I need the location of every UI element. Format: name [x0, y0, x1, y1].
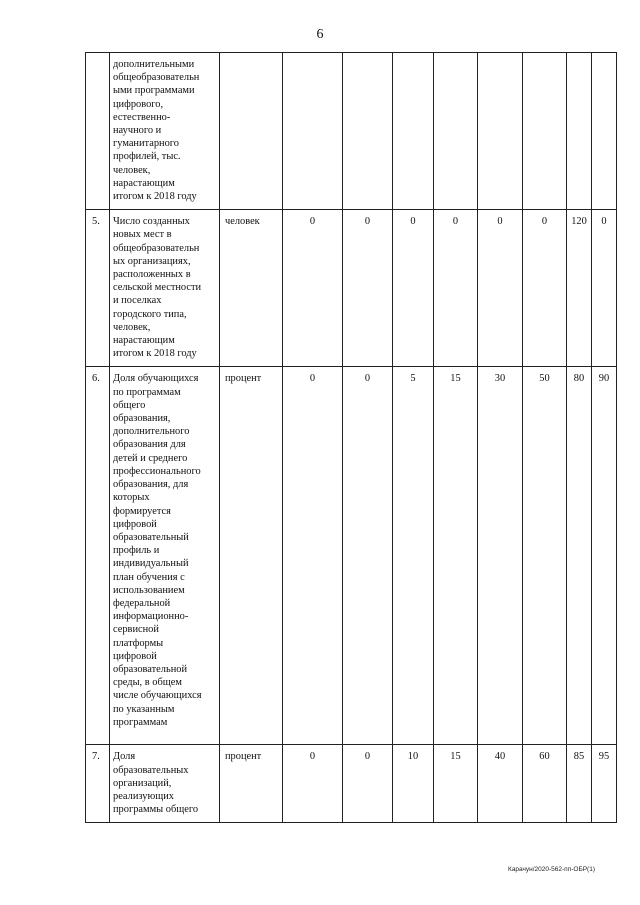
value-cell: 10	[393, 745, 434, 823]
value-cell: 120	[567, 210, 592, 367]
unit-cell: процент	[220, 745, 283, 823]
unit-cell	[220, 53, 283, 210]
table-row	[86, 210, 617, 367]
value-cell	[283, 53, 343, 210]
value-cell: 95	[592, 745, 617, 823]
table-row	[86, 53, 617, 210]
value-cell: 0	[343, 210, 393, 367]
unit-cell: человек	[220, 210, 283, 367]
value-cell: 0	[478, 210, 523, 367]
indicators-table	[85, 52, 617, 823]
row-number: 5.	[86, 210, 110, 367]
value-cell: 0	[393, 210, 434, 367]
value-cell: 85	[567, 745, 592, 823]
value-cell: 60	[523, 745, 567, 823]
value-cell: 0	[283, 367, 343, 745]
value-cell: 0	[343, 367, 393, 745]
document-registration-code: Карачун/2020-562-пп-ОБР(1)	[508, 866, 595, 873]
value-cell: 90	[592, 367, 617, 745]
table-row	[86, 367, 617, 745]
indicator-name: Число созданных новых мест в общеобразовательн ых организациях, расположенных в сельской местности и поселках городского типа, человек, нарастающим итогом к 2018 году	[110, 210, 220, 367]
indicator-name: Доля образовательных организаций, реализующих программы общего	[110, 745, 220, 823]
table-row	[86, 745, 617, 823]
page-number: 6	[316, 27, 324, 42]
value-cell: 0	[592, 210, 617, 367]
value-cell: 40	[478, 745, 523, 823]
value-cell	[343, 53, 393, 210]
value-cell: 0	[283, 210, 343, 367]
value-cell: 15	[434, 745, 478, 823]
value-cell: 30	[478, 367, 523, 745]
value-cell: 0	[283, 745, 343, 823]
value-cell: 0	[434, 210, 478, 367]
value-cell: 0	[343, 745, 393, 823]
value-cell	[567, 53, 592, 210]
value-cell	[523, 53, 567, 210]
value-cell	[478, 53, 523, 210]
indicator-name: Доля обучающихся по программам общего образования, дополнительного образования для детей и среднего профессионального образования, для которых формируется цифровой образовательный профиль и индивидуальный план обучения с использованием федеральной информационно- сервисной платформы цифровой образовательной среды, в общем числе обучающихся по указанным программам	[110, 367, 220, 745]
value-cell	[434, 53, 478, 210]
value-cell: 5	[393, 367, 434, 745]
value-cell: 50	[523, 367, 567, 745]
indicator-name: дополнительными общеобразовательн ыми программами цифрового, естественно- научного и гуманитарного профилей, тыс. человек, нарастающим итогом к 2018 году	[110, 53, 220, 210]
unit-cell: процент	[220, 367, 283, 745]
value-cell: 80	[567, 367, 592, 745]
row-number: 6.	[86, 367, 110, 745]
value-cell	[592, 53, 617, 210]
row-number: 7.	[86, 745, 110, 823]
value-cell	[393, 53, 434, 210]
row-number	[86, 53, 110, 210]
value-cell: 0	[523, 210, 567, 367]
value-cell: 15	[434, 367, 478, 745]
